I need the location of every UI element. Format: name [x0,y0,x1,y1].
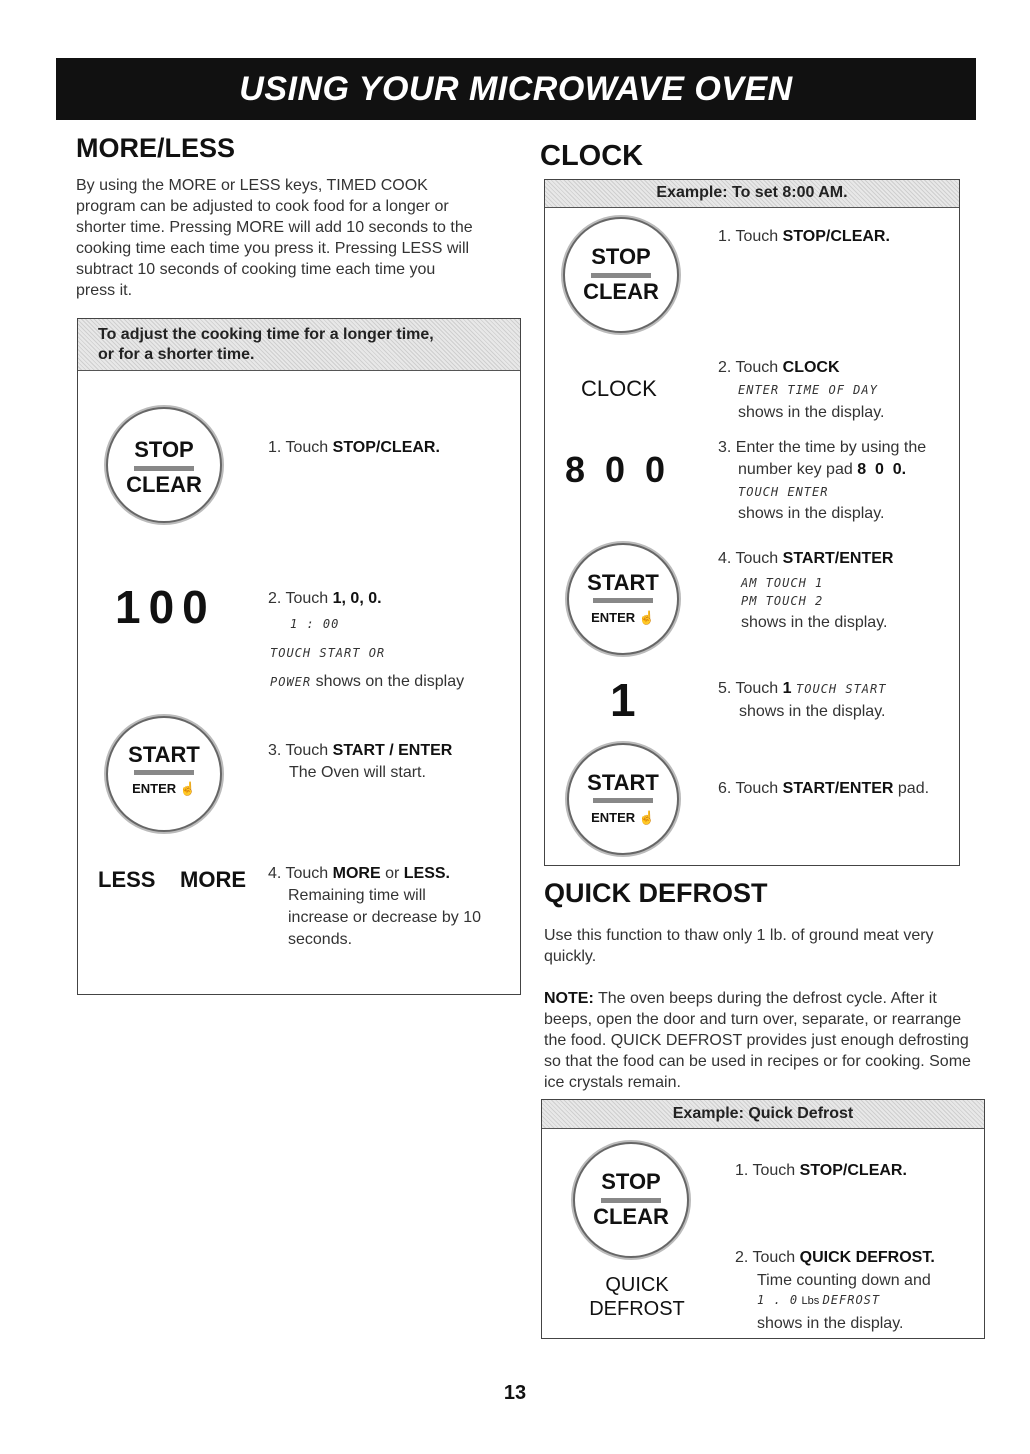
start-label: START [128,742,200,767]
clock-title: CLOCK [540,140,644,172]
enter-hand-icon: ☝ [179,781,196,796]
button-divider [601,1198,661,1203]
button-divider [134,466,194,471]
stop-label: STOP [591,244,651,269]
moreless-step-4: 4. Touch MORE or LESS. [268,865,450,882]
enter-label: ENTER ☝ [591,810,655,825]
page-banner: USING YOUR MICROWAVE OVEN [56,58,976,120]
clock-step-3-line1: 3. Enter the time by using the [718,439,927,456]
clock-step-6: 6. Touch START/ENTER pad. [718,780,930,797]
clear-label: CLEAR [583,279,659,304]
enter-label: ENTER ☝ [591,610,655,625]
lcd-defrost-weight: 1 . 0 Lbs DEFROST [757,1293,881,1307]
moreless-box-header [78,319,520,371]
defrost-step-2: 2. Touch QUICK DEFROST. [735,1249,935,1266]
clock-step-2-tail: shows in the display. [738,404,885,421]
moreless-step-4-detail: Remaining time will increase or decrease by 10 seconds. [288,887,481,948]
clock-step-5: 5. Touch 1 TOUCH START [718,680,887,697]
defrost-title: QUICK DEFROST [544,878,768,908]
moreless-box-header-line2: or for a shorter time. [98,346,255,363]
quick-defrost-key[interactable]: QUICK DEFROST [589,1274,685,1320]
more-key[interactable]: MORE [180,867,246,892]
moreless-box-header-line1: To adjust the cooking time for a longer time, [98,326,434,343]
stop-clear-button[interactable] [563,217,679,333]
start-label: START [587,570,659,595]
moreless-intro: By using the MORE or LESS keys, TIMED COOK program can be adjusted to cook food for a longer or shorter time. Pressing MORE will add 10 seconds to the cooking time each time you press it. Pressing LESS will subtract 10 seconds of cooking time each time you press it. [76,177,473,299]
start-enter-button[interactable] [567,543,679,655]
button-divider [134,770,194,775]
moreless-step-2: 2. Touch 1, 0, 0. [268,590,382,607]
moreless-step-1: 1. Touch STOP/CLEAR. [268,439,440,456]
stop-clear-button[interactable] [573,1142,689,1258]
button-divider [593,598,653,603]
enter-label: ENTER ☝ [132,781,196,796]
lcd-touch-enter: TOUCH ENTER [738,485,829,499]
clock-step-3-tail: shows in the display. [738,505,885,522]
defrost-intro: Use this function to thaw only 1 lb. of ground meat very quickly. [544,927,934,965]
clear-label: CLEAR [126,472,202,497]
moreless-step-3-line2: The Oven will start. [289,764,426,781]
display-digits-100: 100 [115,581,216,633]
defrost-box-header: Example: Quick Defrost [542,1100,984,1129]
start-enter-button[interactable] [106,716,222,832]
start-label: START [587,770,659,795]
lcd-enter-time: ENTER TIME OF DAY [738,383,878,397]
lcd-touch-start: TOUCH START OR [270,646,386,660]
stop-label: STOP [601,1169,661,1194]
defrost-step-2-line2: Time counting down and [757,1272,931,1289]
button-divider [593,798,653,803]
clock-box-header: Example: To set 8:00 AM. [545,180,959,208]
page-number: 13 [503,1382,527,1404]
defrost-note: NOTE: The oven beeps during the defrost cycle. After it beeps, open the door and turn over, separate, or rearrange the food. QUICK DEFROST provides just enough defrosting so that the food can be used in recipes or for cooking. Some ice crystals remain. [544,990,971,1091]
clock-step-2: 2. Touch CLOCK [718,359,840,376]
start-enter-button[interactable] [567,743,679,855]
lcd-power-line: POWER shows on the display [270,673,465,690]
less-key[interactable]: LESS [98,867,156,892]
button-divider [591,273,651,278]
number-key-1[interactable]: 1 [610,674,636,726]
clock-step-5-tail: shows in the display. [739,703,886,720]
lcd-pm-touch-2: PM TOUCH 2 [741,594,824,608]
clock-step-3-line2: number key pad 8 0 0. [738,461,907,478]
stop-label: STOP [134,437,194,462]
stop-clear-button[interactable] [106,407,222,523]
clock-step-1: 1. Touch STOP/CLEAR. [718,228,890,245]
moreless-title: MORE/LESS [76,133,236,163]
defrost-step-1: 1. Touch STOP/CLEAR. [735,1162,907,1179]
clock-step-4-tail: shows in the display. [741,614,888,631]
enter-hand-icon: ☝ [638,810,655,825]
clock-step-4: 4. Touch START/ENTER [718,550,894,567]
clear-label: CLEAR [593,1204,669,1229]
display-digits-800: 8 0 0 [565,449,666,490]
enter-hand-icon: ☝ [638,610,655,625]
defrost-step-2-tail: shows in the display. [757,1315,904,1332]
lcd-am-touch-1: AM TOUCH 1 [741,576,824,590]
clock-key[interactable]: CLOCK [581,376,657,401]
moreless-step-3: 3. Touch START / ENTER [268,742,453,759]
lcd-time: 1 : 00 [290,617,340,631]
